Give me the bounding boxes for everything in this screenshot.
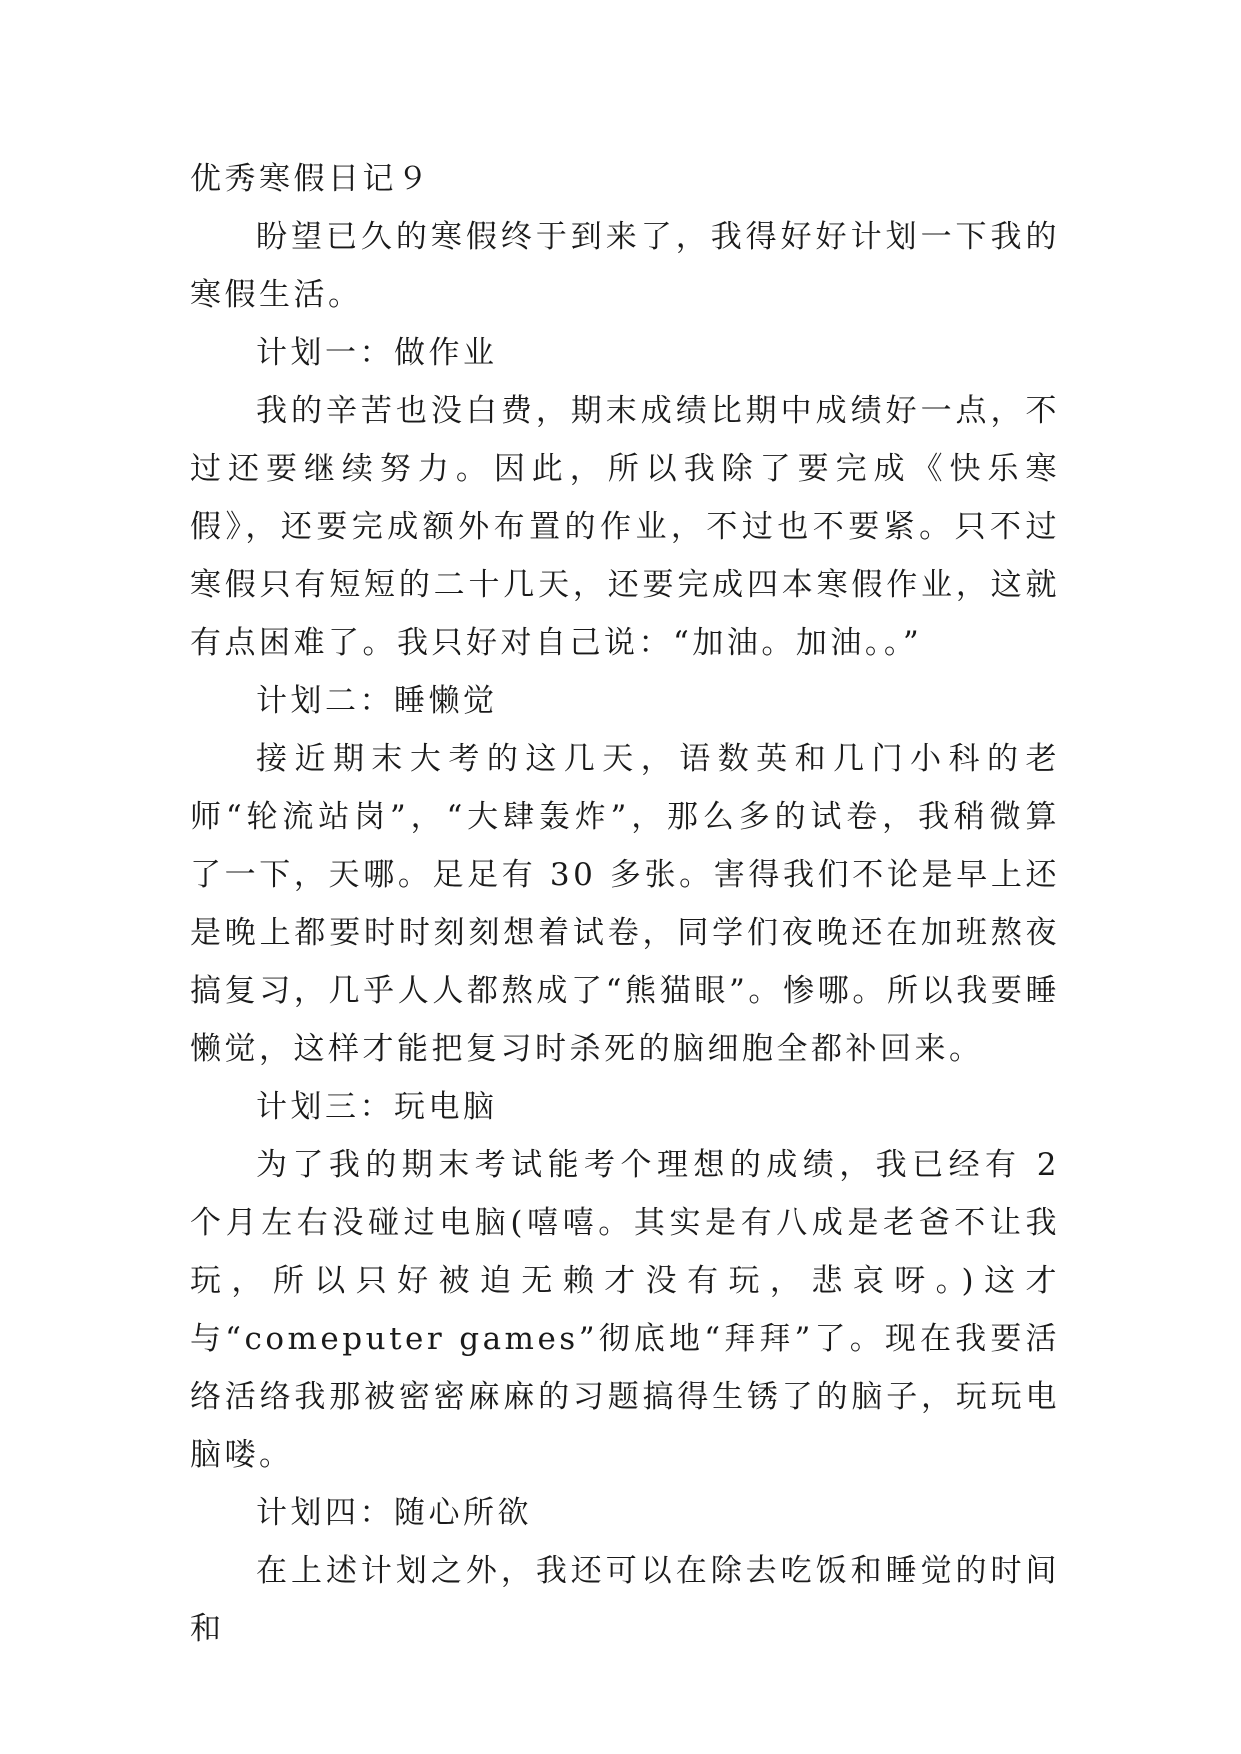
document-title: 优秀寒假日记９ [190,161,432,197]
plan-one-heading: 计划一：做作业 [256,335,498,371]
plan-two-paragraph: 接近期末大考的这几天，语数英和几门小科的老师“轮流站岗”，“大肆轰炸”，那么多的试卷，我稍微算了一下，天哪。足足有 30 多张。害得我们不论是早上还是晚上都要时时刻刻想着试卷，同学们夜晚还在加班熬夜搞复习，几乎人人都熬成了“熊猫眼”。惨哪。所以我要睡懒觉，这样才能把复习时杀死的脑细胞全都补回来。 [190,741,1060,1067]
plan-four-heading: 计划四：随心所欲 [256,1495,532,1531]
plan-three-paragraph: 为了我的期末考试能考个理想的成绩，我已经有 2 个月左右没碰过电脑(嘻嘻。其实是有八成是老爸不让我玩，所以只好被迫无赖才没有玩，悲哀呀。)这才与“comeputer games”彻底地“拜拜”了。现在我要活络活络我那被密密麻麻的习题搞得生锈了的脑子，玩玩电脑喽。 [190,1147,1060,1473]
intro-paragraph: 盼望已久的寒假终于到来了，我得好好计划一下我的寒假生活。 [190,219,1060,313]
plan-four-paragraph: 在上述计划之外，我还可以在除去吃饭和睡觉的时间和 [190,1553,1060,1647]
plan-one-paragraph: 我的辛苦也没白费，期末成绩比期中成绩好一点，不过还要继续努力。因此，所以我除了要完成《快乐寒假》，还要完成额外布置的作业，不过也不要紧。只不过寒假只有短短的二十几天，还要完成四本寒假作业，这就有点困难了。我只好对自己说：“加油。加油。。” [190,393,1060,661]
plan-two-heading: 计划二：睡懒觉 [256,683,498,719]
plan-three-heading: 计划三：玩电脑 [256,1089,498,1125]
document-page [190,150,1060,1658]
